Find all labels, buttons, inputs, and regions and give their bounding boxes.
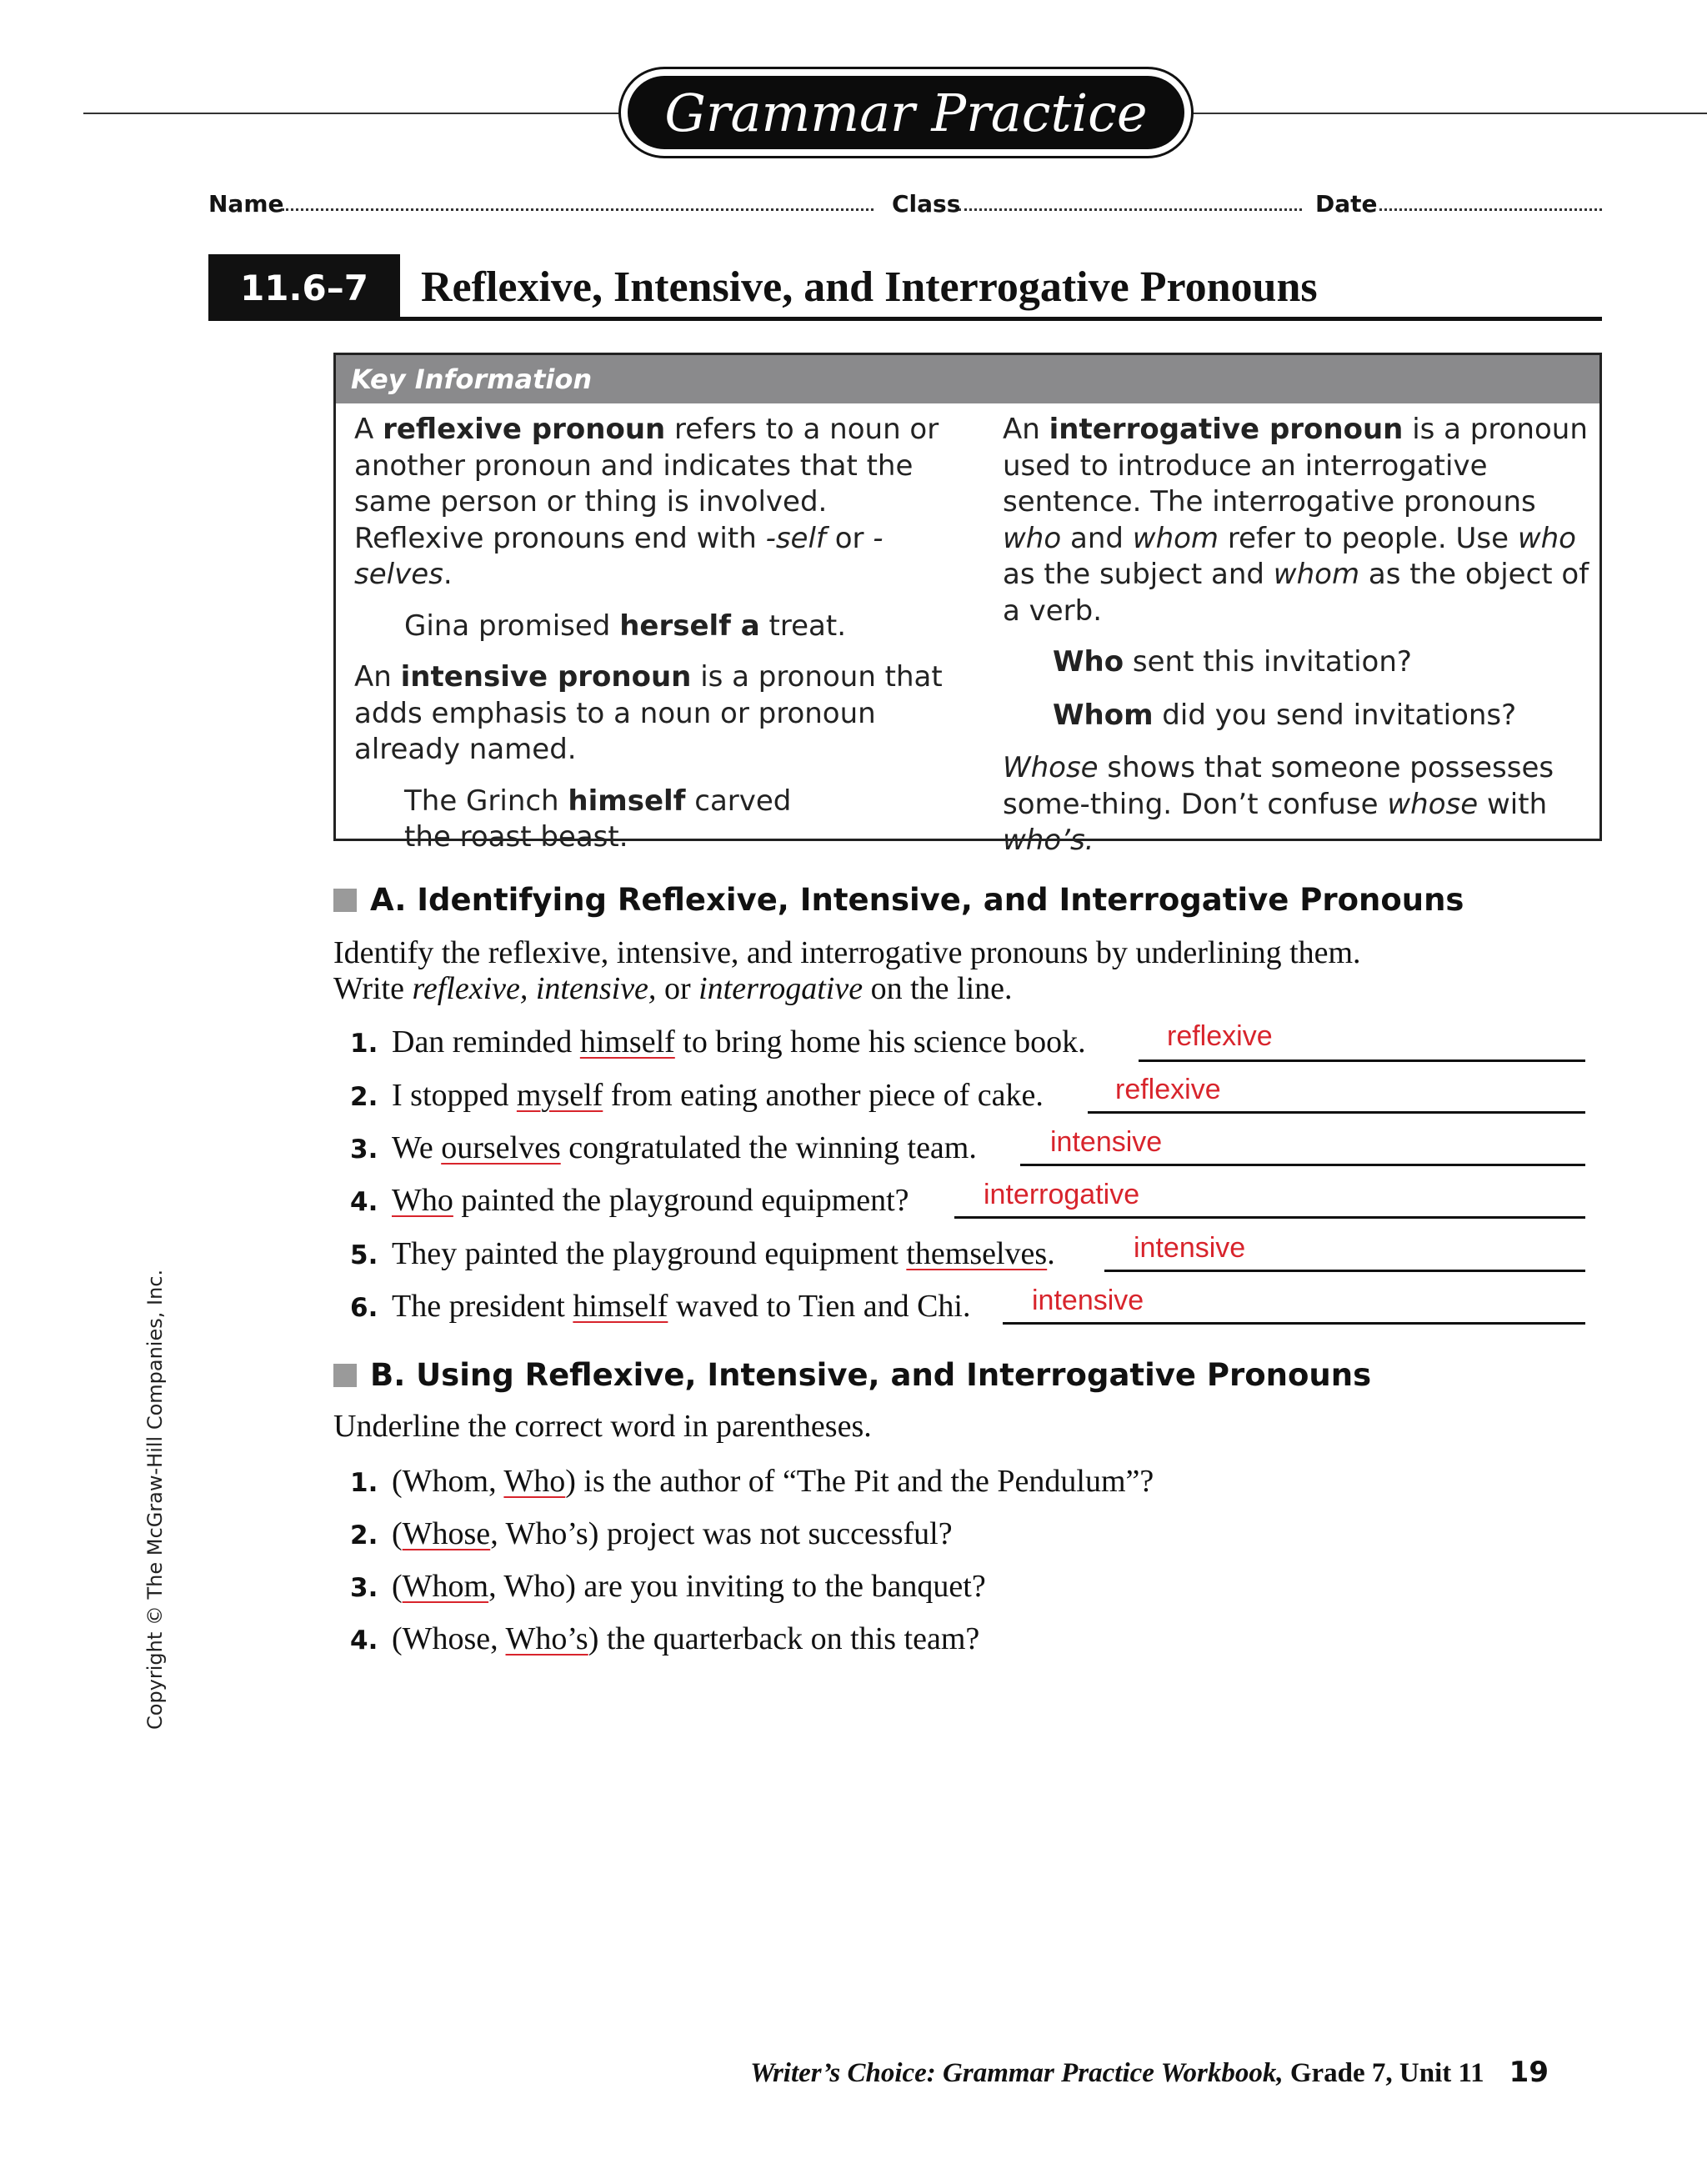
section-a-item: 6. The president himself waved to Tien and Chi.	[350, 1289, 971, 1324]
section-a-item: 2. I stopped myself from eating another piece of cake.	[350, 1078, 1044, 1113]
intensive-definition: An intensive pronoun is a pronoun that adds emphasis to a noun or pronoun already named.	[354, 660, 943, 766]
section-b-instructions: Underline the correct word in parentheses.	[333, 1409, 872, 1444]
reflexive-definition: A reflexive pronoun refers to a noun or another pronoun and indicates that the same person or thing is involved. Reflexive pronouns end with -self or -selves.	[354, 413, 939, 591]
answer-line[interactable]	[1139, 1059, 1585, 1062]
section-a-item: 1. Dan reminded himself to bring home his science book.	[350, 1024, 1086, 1059]
page-number: 19	[1509, 2056, 1549, 2089]
underlined-choice: Whom	[402, 1569, 489, 1604]
footer	[750, 2056, 1549, 2089]
name-class-date-row	[208, 190, 1602, 223]
answer-line[interactable]	[1104, 1270, 1585, 1272]
underlined-pronoun: ourselves	[441, 1130, 561, 1165]
underlined-choice: Who	[503, 1464, 566, 1499]
who-example: Who sent this invitation?	[1053, 645, 1412, 679]
answer-text: interrogative	[984, 1179, 1140, 1210]
underlined-choice: Whose	[402, 1516, 491, 1551]
answer-line[interactable]	[1020, 1164, 1585, 1166]
underlined-pronoun: himself	[579, 1024, 675, 1059]
section-b-item: 2. (Whose, Who’s) project was not successful?	[350, 1516, 953, 1551]
section-a-instructions: Identify the reflexive, intensive, and interrogative pronouns by underlining them. Write reflexive, intensive, or interrogative on the line.	[333, 935, 1361, 1006]
name-field[interactable]	[282, 203, 874, 211]
square-bullet-icon	[333, 889, 357, 912]
date-field[interactable]	[1379, 203, 1602, 211]
copyright-notice: Copyright © The McGraw-Hill Companies, Inc.	[143, 1269, 167, 1730]
banner-title: Grammar Practice	[628, 76, 1184, 149]
answer-text: reflexive	[1115, 1074, 1221, 1105]
footer-book-title: Writer’s Choice: Grammar Practice Workbook,	[750, 2058, 1284, 2088]
name-label: Name	[208, 190, 284, 218]
section-a-item: 5. They painted the playground equipment themselves.	[350, 1236, 1055, 1271]
answer-text: intensive	[1032, 1285, 1144, 1316]
whom-example: Whom did you send invitations?	[1053, 698, 1517, 732]
class-field[interactable]	[959, 203, 1302, 211]
answer-line[interactable]	[1088, 1111, 1585, 1114]
interrogative-definition: An interrogative pronoun is a pronoun used to introduce an interrogative sentence. The interrogative pronouns who and whom refer to people. Use who as the subject and whom as the object of a verb.	[1003, 413, 1589, 628]
answer-line[interactable]	[954, 1216, 1585, 1219]
underlined-pronoun: Who	[392, 1183, 453, 1218]
banner	[618, 67, 1194, 158]
key-information-heading: Key Information	[336, 355, 1599, 403]
footer-grade-unit: Grade 7, Unit 11	[1283, 2058, 1484, 2088]
answer-line[interactable]	[1003, 1322, 1585, 1325]
lesson-rule	[400, 317, 1602, 321]
section-a-item: 3. We ourselves congratulated the winning team.	[350, 1130, 977, 1165]
reflexive-example: Gina promised herself a treat.	[404, 609, 847, 643]
underlined-pronoun: myself	[516, 1078, 603, 1113]
answer-text: intensive	[1050, 1126, 1163, 1158]
section-b-item: 4. (Whose, Who’s) the quarterback on this team?	[350, 1621, 980, 1656]
square-bullet-icon	[333, 1364, 357, 1387]
lesson-number: 11.6–7	[208, 254, 400, 321]
section-b-item: 3. (Whom, Who) are you inviting to the banquet?	[350, 1569, 986, 1604]
whose-note: Whose shows that someone possesses some-thing. Don’t confuse whose with who’s.	[1003, 751, 1554, 857]
lesson-title: Reflexive, Intensive, and Interrogative Pronouns	[421, 263, 1318, 311]
underlined-pronoun: himself	[573, 1289, 668, 1324]
section-a-heading: A. Identifying Reflexive, Intensive, and Interrogative Pronouns	[333, 882, 1464, 918]
key-info-left-column	[354, 412, 963, 856]
intensive-example: The Grinch himself carved the roast beast.	[404, 784, 792, 854]
class-label: Class	[892, 190, 961, 218]
answer-text: intensive	[1134, 1232, 1246, 1264]
key-info-right-column	[1003, 412, 1590, 859]
section-b-heading: B. Using Reflexive, Intensive, and Interrogative Pronouns	[333, 1357, 1371, 1393]
underlined-pronoun: themselves	[906, 1236, 1048, 1271]
underlined-choice: Who’s	[505, 1621, 588, 1656]
section-b-item: 1. (Whom, Who) is the author of “The Pit and the Pendulum”?	[350, 1464, 1154, 1499]
key-information-box	[333, 353, 1602, 857]
date-label: Date	[1315, 190, 1378, 218]
section-a-item: 4. Who painted the playground equipment?	[350, 1183, 909, 1218]
answer-text: reflexive	[1167, 1020, 1273, 1052]
